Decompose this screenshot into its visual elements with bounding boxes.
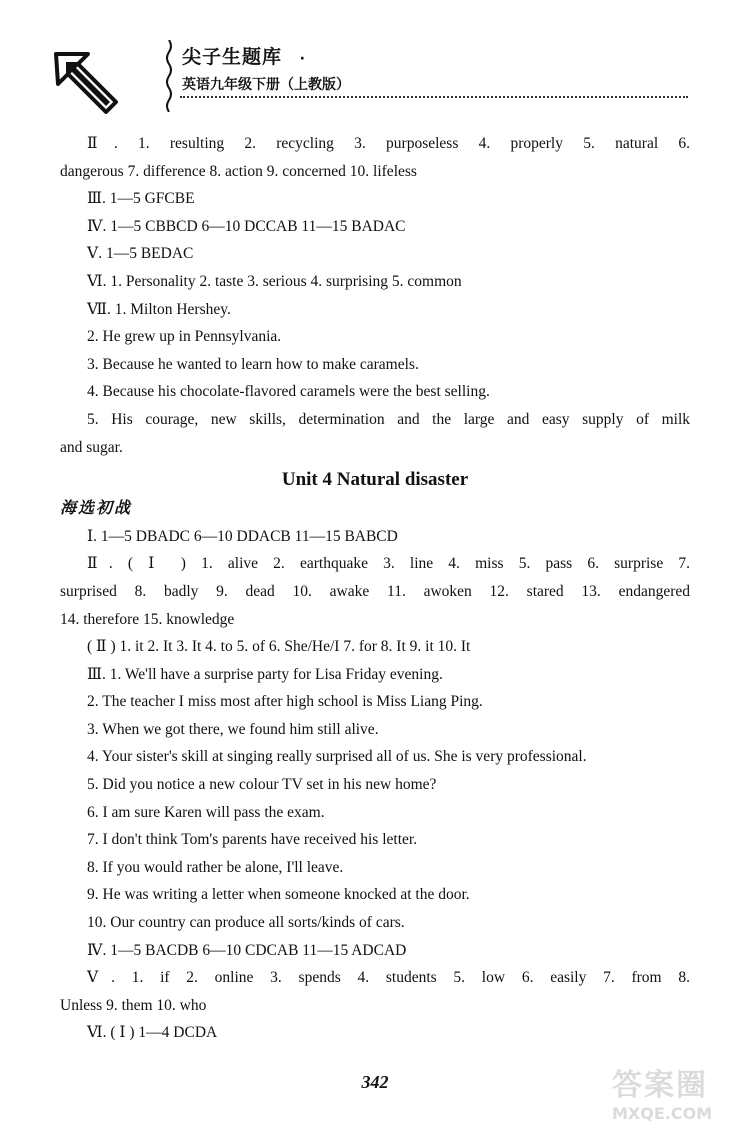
answer-line: 9. He was writing a letter when someone knocked at the door.: [87, 886, 470, 904]
book-subtitle: 英语九年级下册（上教版）: [182, 77, 350, 93]
answer-line: 6. I am sure Karen will pass the exam.: [87, 803, 325, 821]
page-header: [52, 36, 692, 116]
answer-line: 4. Your sister's skill at singing really surprised all of us. She is very professional.: [87, 748, 587, 766]
wavy-divider: [164, 40, 174, 112]
answer-line: Ⅱ. ( Ⅰ ) 1. alive 2. earthquake 3. line 4. miss 5. pass 6. surprise 7.: [87, 555, 690, 573]
answer-line: 10. Our country can produce all sorts/kinds of cars.: [87, 914, 405, 932]
answer-line: Ⅲ. 1. We'll have a surprise party for Lisa Friday evening.: [87, 665, 443, 683]
brand-dot: ·: [299, 51, 306, 67]
answer-line: Ⅴ. 1—5 BEDAC: [87, 245, 194, 263]
answer-line: Ⅵ. 1. Personality 2. taste 3. serious 4. surprising 5. common: [87, 272, 462, 290]
watermark-url: MXQE.COM: [612, 1104, 713, 1123]
answer-line: Ⅲ. 1—5 GFCBE: [87, 190, 195, 208]
answer-line: 2. He grew up in Pennsylvania.: [87, 328, 282, 346]
book-brand: [182, 42, 306, 69]
answer-line: 5. Did you notice a new colour TV set in his new home?: [87, 776, 437, 794]
answer-content: [60, 130, 690, 1047]
unit4-answers: [60, 523, 690, 1047]
answer-line: 7. I don't think Tom's parents have received his letter.: [87, 831, 418, 849]
page-number: 342: [361, 1072, 389, 1092]
answer-line: Unless 9. them 10. who: [60, 996, 207, 1014]
answer-line: Ⅴ. 1. if 2. online 3. spends 4. students 5. low 6. easily 7. from 8.: [87, 969, 690, 987]
answer-line: 2. The teacher I miss most after high school is Miss Liang Ping.: [87, 693, 483, 711]
brand-text: 尖子生题库: [182, 46, 283, 68]
answer-line: dangerous 7. difference 8. action 9. concerned 10. lifeless: [60, 162, 417, 180]
answer-line: 4. Because his chocolate-flavored caramels were the best selling.: [87, 383, 490, 401]
section-title: 海选初战: [60, 500, 133, 518]
answer-line: Ⅳ. 1—5 BACDB 6—10 CDCAB 11—15 ADCAD: [87, 941, 407, 959]
answer-line: Ⅳ. 1—5 CBBCD 6—10 DCCAB 11—15 BADAC: [87, 217, 406, 235]
unit3-answers: [60, 130, 690, 461]
answer-line: ( Ⅱ ) 1. it 2. It 3. It 4. to 5. of 6. She/He/I 7. for 8. It 9. it 10. It: [87, 638, 471, 656]
watermark-logo: 答案圈: [612, 1068, 708, 1103]
answer-line: 8. If you would rather be alone, I'll leave.: [87, 858, 344, 876]
answer-line: Ⅵ. ( Ⅰ ) 1—4 DCDA: [87, 1024, 218, 1042]
answer-line: surprised 8. badly 9. dead 10. awake 11. awoken 12. stared 13. endangered: [60, 582, 690, 600]
header-dotted-rule: [180, 96, 688, 98]
answer-line: and sugar.: [60, 438, 123, 456]
watermark: [612, 1060, 742, 1123]
answer-line: Ⅱ. 1. resulting 2. recycling 3. purposeless 4. properly 5. natural 6.: [87, 135, 690, 152]
answer-line: Ⅶ. 1. Milton Hershey.: [87, 300, 231, 318]
answer-line: 5. His courage, new skills, determination and the large and easy supply of milk: [87, 410, 690, 428]
answer-line: 3. When we got there, we found him still alive.: [87, 720, 379, 738]
unit-title: Unit 4 Natural disaster: [281, 469, 469, 491]
answer-line: Ⅰ. 1—5 DBADC 6—10 DDACB 11—15 BABCD: [87, 527, 398, 545]
answer-line: 14. therefore 15. knowledge: [60, 610, 235, 628]
answer-line: 3. Because he wanted to learn how to make caramels.: [87, 355, 419, 373]
arrow-icon: [52, 46, 122, 116]
